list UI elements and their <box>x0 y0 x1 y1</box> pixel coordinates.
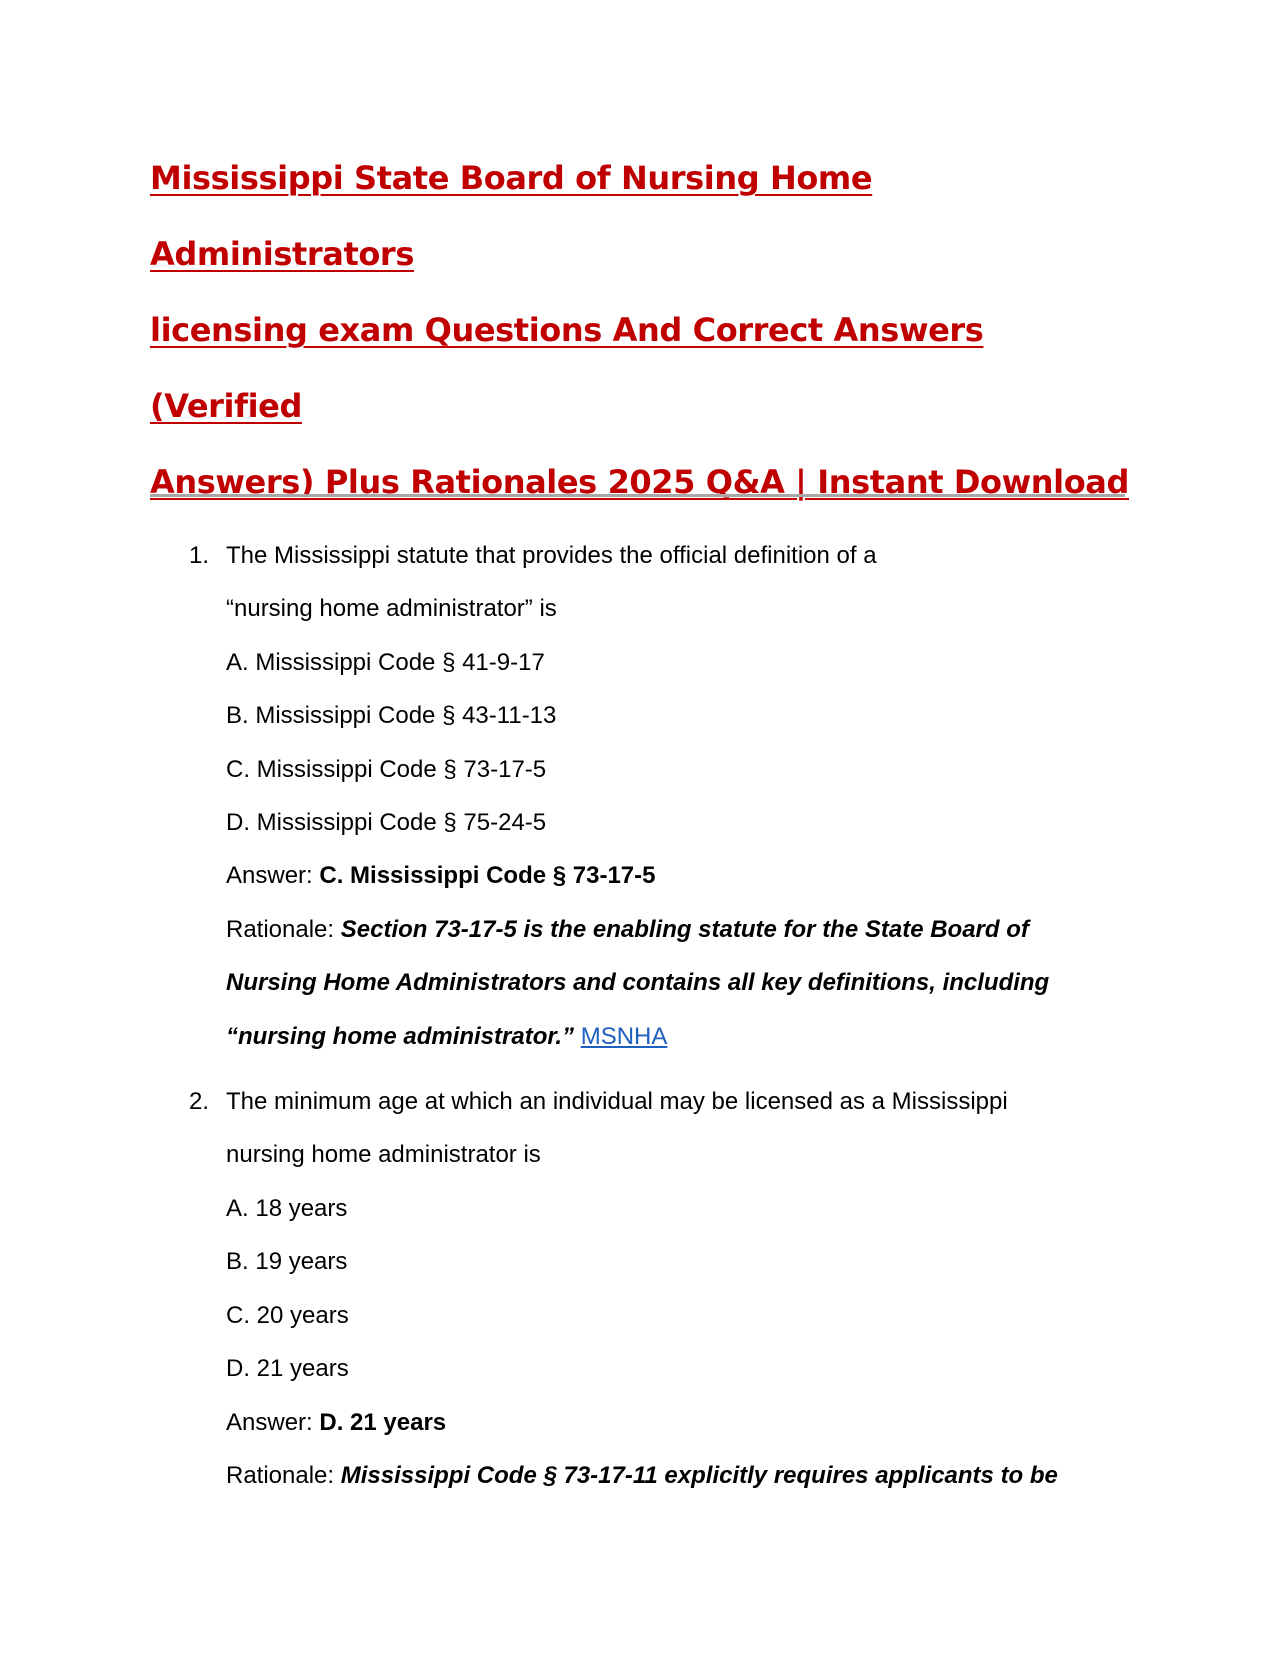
rationale-label: Rationale: <box>226 915 341 943</box>
rationale-text: “nursing home administrator.” <box>226 1022 575 1050</box>
answer-line <box>226 1396 1130 1449</box>
question-stem-line: nursing home administrator is <box>226 1141 541 1169</box>
rationale-text: Section 73-17-5 is the enabling statute for the State Board of <box>340 915 1029 943</box>
answer-option-b: B. 19 years <box>226 1248 348 1276</box>
answer-option-a: A. Mississippi Code § 41-9-17 <box>226 648 545 676</box>
answer-option-d: D. Mississippi Code § 75-24-5 <box>226 809 547 837</box>
answer-option-d: D. 21 years <box>226 1355 349 1383</box>
answer-label: Answer: <box>226 1408 320 1436</box>
answer-option-c: C. Mississippi Code § 73-17-5 <box>226 755 547 783</box>
question-stem-line: The Mississippi statute that provides the official definition of a <box>226 542 877 569</box>
answer-option-a: A. 18 years <box>226 1194 348 1222</box>
source-link[interactable]: MSNHA <box>580 1022 668 1050</box>
rationale-text: Mississippi Code § 73-17-11 explicitly requires applicants to be <box>340 1461 1058 1489</box>
answer-line <box>226 849 1130 902</box>
question-list <box>0 529 1280 1514</box>
question-item-1 <box>0 529 1280 1063</box>
title-line-1: Mississippi State Board of Nursing Home Administrators <box>150 159 873 273</box>
rationale-line <box>226 1010 1130 1063</box>
rationale-line <box>226 1449 1130 1502</box>
answer-value: C. Mississippi Code § 73-17-5 <box>319 862 656 890</box>
document-title <box>150 140 1135 520</box>
rationale-label: Rationale: <box>226 1461 341 1489</box>
question-item-2 <box>0 1075 1280 1502</box>
answer-option-b: B. Mississippi Code § 43-11-13 <box>226 702 557 730</box>
rationale-text: Nursing Home Administrators and contains all key definitions, including <box>226 969 1050 997</box>
answer-option-c: C. 20 years <box>226 1301 349 1329</box>
title-line-2: licensing exam Questions And Correct Answers (Verified <box>150 311 984 425</box>
question-stem-line: The minimum age at which an individual may be licensed as a Mississippi <box>226 1088 1008 1116</box>
answer-value: D. 21 years <box>319 1408 447 1436</box>
answer-label: Answer: <box>226 862 320 890</box>
title-line-3: Answers) Plus Rationales 2025 Q&A | Instant Download <box>150 463 1129 501</box>
question-number: 1. <box>189 542 210 569</box>
question-number: 2. <box>189 1088 210 1116</box>
rationale-line <box>226 903 1130 956</box>
horizontal-divider <box>150 494 1125 497</box>
question-stem-line: “nursing home administrator” is <box>226 595 557 623</box>
